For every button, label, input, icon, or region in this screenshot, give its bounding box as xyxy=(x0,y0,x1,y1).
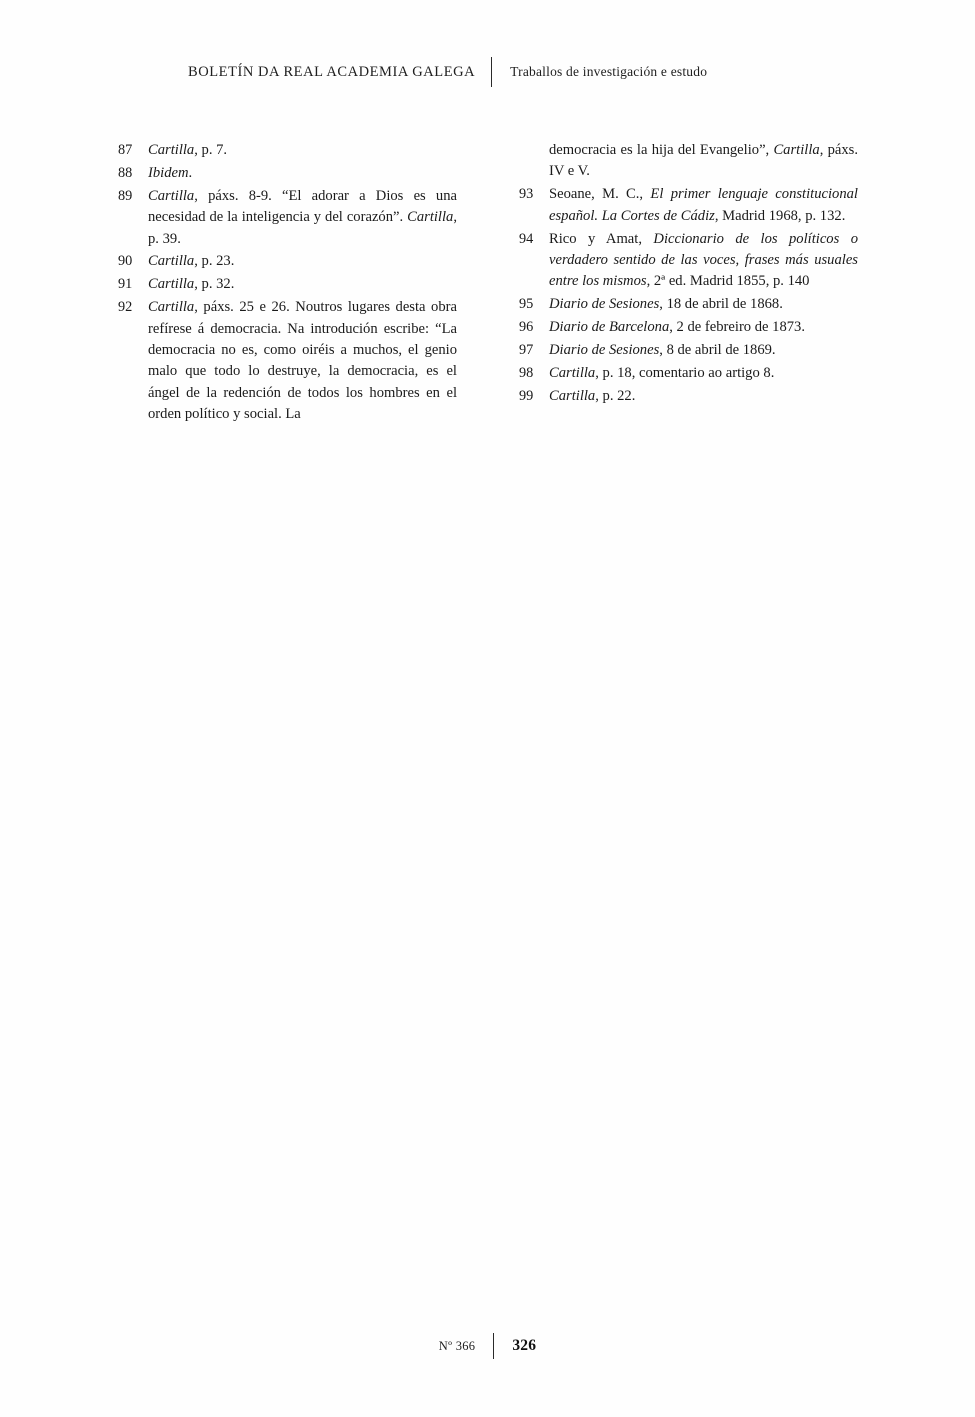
footnote-item xyxy=(519,294,858,315)
footnotes-column-left xyxy=(118,140,457,427)
footnote-item xyxy=(519,184,858,227)
footnote-item xyxy=(118,163,457,184)
footnote-text: Cartilla, p. 18, comentario ao artigo 8. xyxy=(549,364,775,381)
footnote-number: 89 xyxy=(118,187,133,204)
journal-title: BOLETÍN DA REAL ACADEMIA GALEGA xyxy=(188,63,476,80)
footnote-number: 90 xyxy=(118,253,133,270)
footnote-number: 95 xyxy=(519,296,534,313)
footnote-number: 94 xyxy=(519,230,534,247)
footnote-number: 91 xyxy=(118,276,133,293)
footnote-number: 93 xyxy=(519,186,534,203)
footnote-text: democracia es la hija del Evangelio”, Cartilla, páxs. IV e V. xyxy=(549,142,858,180)
footnote-item xyxy=(519,340,858,361)
footnote-text: Seoane, M. C., El primer lenguaje constitucional español. La Cortes de Cádiz, Madrid 1968, p. 132. xyxy=(549,186,858,224)
footnote-number: 88 xyxy=(118,164,133,181)
footnote-number: 92 xyxy=(118,299,133,316)
footnote-text: Rico y Amat, Diccionario de los políticos o verdadero sentido de las voces, frases más usuales entre los mismos, 2ª ed. Madrid 1855, p. 140 xyxy=(549,230,858,290)
footnote-number: 97 xyxy=(519,341,534,358)
footnote-text: Cartilla, p. 22. xyxy=(549,387,636,404)
footnote-text: Diario de Barcelona, 2 de febreiro de 1873. xyxy=(549,319,806,335)
issue-number: Nº 366 xyxy=(438,1338,476,1353)
footnote-text: Ibidem. xyxy=(148,164,193,181)
footnote-text: Cartilla, p. 7. xyxy=(148,142,228,158)
footnote-text: Diario de Sesiones, 18 de abril de 1868. xyxy=(549,296,783,313)
footnote-text: Cartilla, p. 23. xyxy=(148,253,235,270)
footnote-number: 99 xyxy=(519,387,534,404)
footnote-item xyxy=(118,251,457,272)
footnote-item xyxy=(519,140,858,183)
footer-divider xyxy=(493,1333,494,1359)
footnote-text: Cartilla, páxs. 25 e 26. Noutros lugares desta obra refírese á democracia. Na introdución escribe: “La democracia no es, como oiréis a muchos, el genio malo que todo lo destruye, la democracia, es el ángel de la redención de todos los hombres en el orden político y social. La xyxy=(148,299,457,422)
footnote-item xyxy=(118,297,457,425)
footnote-text: Cartilla, páxs. 8-9. “El adorar a Dios es una necesidad de la inteligencia y del corazón”. Cartilla, p. 39. xyxy=(148,187,457,247)
footnotes-column-right xyxy=(519,140,858,427)
page-footer xyxy=(0,1333,975,1359)
footnote-text: Diario de Sesiones, 8 de abril de 1869. xyxy=(549,341,776,358)
footnote-text: Cartilla, p. 32. xyxy=(148,276,235,293)
footnote-number: 98 xyxy=(519,364,534,381)
footnotes-block xyxy=(118,140,858,427)
footnote-item xyxy=(118,274,457,295)
section-title: Traballos de investigación e estudo xyxy=(510,64,708,79)
footnote-number: 96 xyxy=(519,319,534,335)
running-head xyxy=(188,58,788,86)
footnote-item xyxy=(118,186,457,250)
footnote-number: 87 xyxy=(118,142,133,158)
header-divider xyxy=(491,57,492,87)
page-number: 326 xyxy=(512,1337,537,1354)
footnote-item xyxy=(519,229,858,293)
footnote-item xyxy=(519,363,858,384)
footnote-item xyxy=(118,140,457,161)
footnote-item xyxy=(519,317,858,338)
footnote-item xyxy=(519,386,858,407)
